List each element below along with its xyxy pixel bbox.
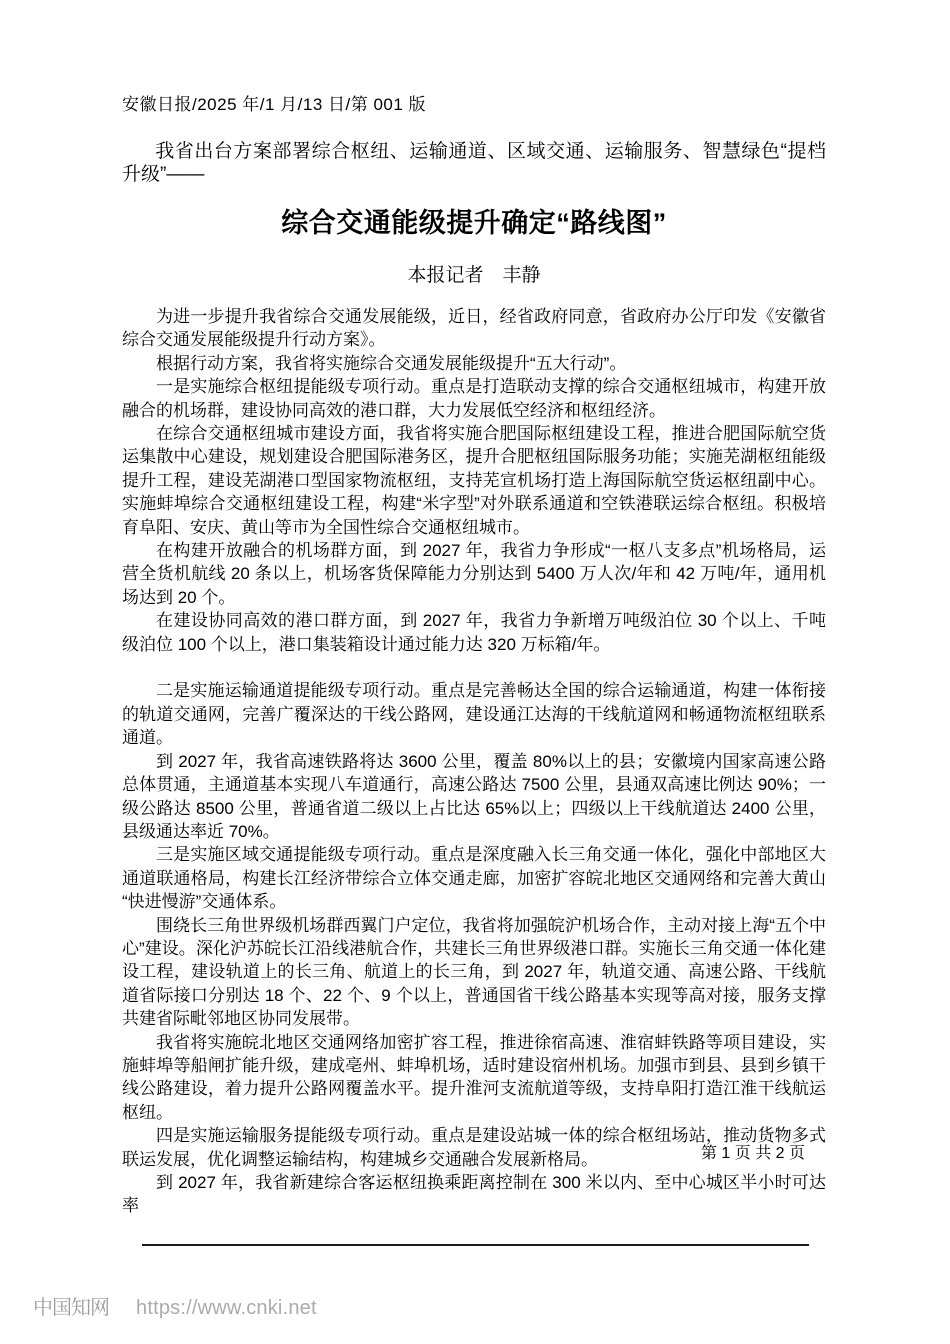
paragraph: 在综合交通枢纽城市建设方面，我省将实施合肥国际枢纽建设工程，推进合肥国际航空货运集散中心建设，规划建设合肥国际港务区，提升合肥枢纽国际服务功能；实施芜湖枢纽能级提升工程，建设芜湖港口型国家物流枢纽，支持芜宣机场打造上海国际航空货运枢纽副中心。实施蚌埠综合交通枢纽建设工程，构建“米字型”对外联系通道和空铁港联运综合枢纽。积极培育阜阳、安庆、黄山等市为全国性综合交通枢纽城市。 — [122, 424, 826, 537]
page-indicator: 第 1 页 共 2 页 — [700, 1145, 805, 1162]
article-title: 综合交通能级提升确定“路线图” — [281, 208, 667, 238]
paragraph: 一是实施综合枢纽提能级专项行动。重点是打造联动支撑的综合交通枢纽城市，构建开放融合的机场群，建设协同高效的港口群，大力发展低空经济和枢纽经济。 — [122, 377, 826, 420]
newspaper-source-line: 安徽日报/2025 年/1 月/13 日/第 001 版 — [122, 95, 427, 114]
paragraph: 四是实施运输服务提能级专项行动。重点是建设站城一体的综合枢纽场站，推动货物多式联运发展，优化调整运输结构，构建城乡交通融合发展新格局。 — [122, 1126, 826, 1169]
article-body — [122, 305, 826, 1218]
paragraph: 围绕长三角世界级机场群西翼门户定位，我省将加强皖沪机场合作，主动对接上海“五个中心”建设。深化沪苏皖长江沿线港航合作，共建长三角世界级港口群。实施长三角交通一体化建设工程，建设轨道上的长三角、航道上的长三角，到 2027 年，轨道交通、高速公路、干线航道省际接口分别达 18 个、22 个、9 个以上，普通国省干线公路基本实现等高对接，服务支撑共建省际毗邻地区协同发展带。 — [122, 915, 826, 1029]
paragraph: 在建设协同高效的港口群方面，到 2027 年，我省力争新增万吨级泊位 30 个以上、千吨级泊位 100 个以上，港口集装箱设计通过能力达 320 万标箱/年。 — [122, 611, 826, 654]
cnki-brand-label: 中国知网 — [33, 1297, 109, 1319]
paragraph: 三是实施区域交通提能级专项行动。重点是深度融入长三角交通一体化，强化中部地区大通道联通格局，构建长江经济带综合立体交通走廊，加密扩容皖北地区交通网络和完善大黄山“快进慢游”交通体系。 — [122, 845, 826, 912]
paragraph: 二是实施运输通道提能级专项行动。重点是完善畅达全国的综合运输通道，构建一体衔接的轨道交通网，完善广覆深达的干线公路网，建设通江达海的干线航道网和畅通物流枢纽联系通道。 — [122, 681, 826, 748]
paragraph: 到 2027 年，我省新建综合客运枢纽换乘距离控制在 300 米以内、至中心城区半小时可达率 — [122, 1173, 826, 1216]
paragraph: 根据行动方案，我省将实施综合交通发展能级提升“五大行动”。 — [156, 353, 627, 373]
cnki-watermark — [33, 1291, 317, 1320]
paragraph: 我省将实施皖北地区交通网络加密扩容工程，推进徐宿高速、淮宿蚌铁路等项目建设，实施蚌埠等船闸扩能升级，建成亳州、蚌埠机场，适时建设宿州机场。加强市到县、县到乡镇干线公路建设，着力提升公路网覆盖水平。提升淮河支流航道等级，支持阜阳打造江淮干线航运枢纽。 — [122, 1032, 826, 1122]
paragraph-spacer — [122, 656, 826, 679]
paragraph: 在构建开放融合的机场群方面，到 2027 年，我省力争形成“一枢八支多点”机场格局，运营全货机航线 20 条以上，机场客货保障能力分别达到 5400 万人次/年和 42 万吨/年，通用机场达到 20 个。 — [122, 541, 826, 607]
article-byline: 本报记者 丰静 — [407, 265, 541, 286]
cnki-url-text: https://www.cnki.net — [136, 1297, 317, 1319]
paragraph: 到 2027 年，我省高速铁路将达 3600 公里，覆盖 80%以上的县；安徽境内国家高速公路总体贯通，主通道基本实现八车道通行，高速公路达 7500 公里，县通双高速比例达 90%；一级公路达 8500 公里，普通省道二级以上占比达 65%以上；四级以上干线航道达 2400 公里，县级通达率近 70%。 — [122, 751, 826, 841]
article-kicker: 我省出台方案部署综合枢纽、运输通道、区域交通、运输服务、智慧绿色“提档升级”—— — [122, 141, 826, 185]
footer-divider — [142, 1244, 809, 1246]
paragraph: 为进一步提升我省综合交通发展能级，近日，经省政府同意，省政府办公厅印发《安徽省综合交通发展能级提升行动方案》。 — [122, 307, 826, 350]
